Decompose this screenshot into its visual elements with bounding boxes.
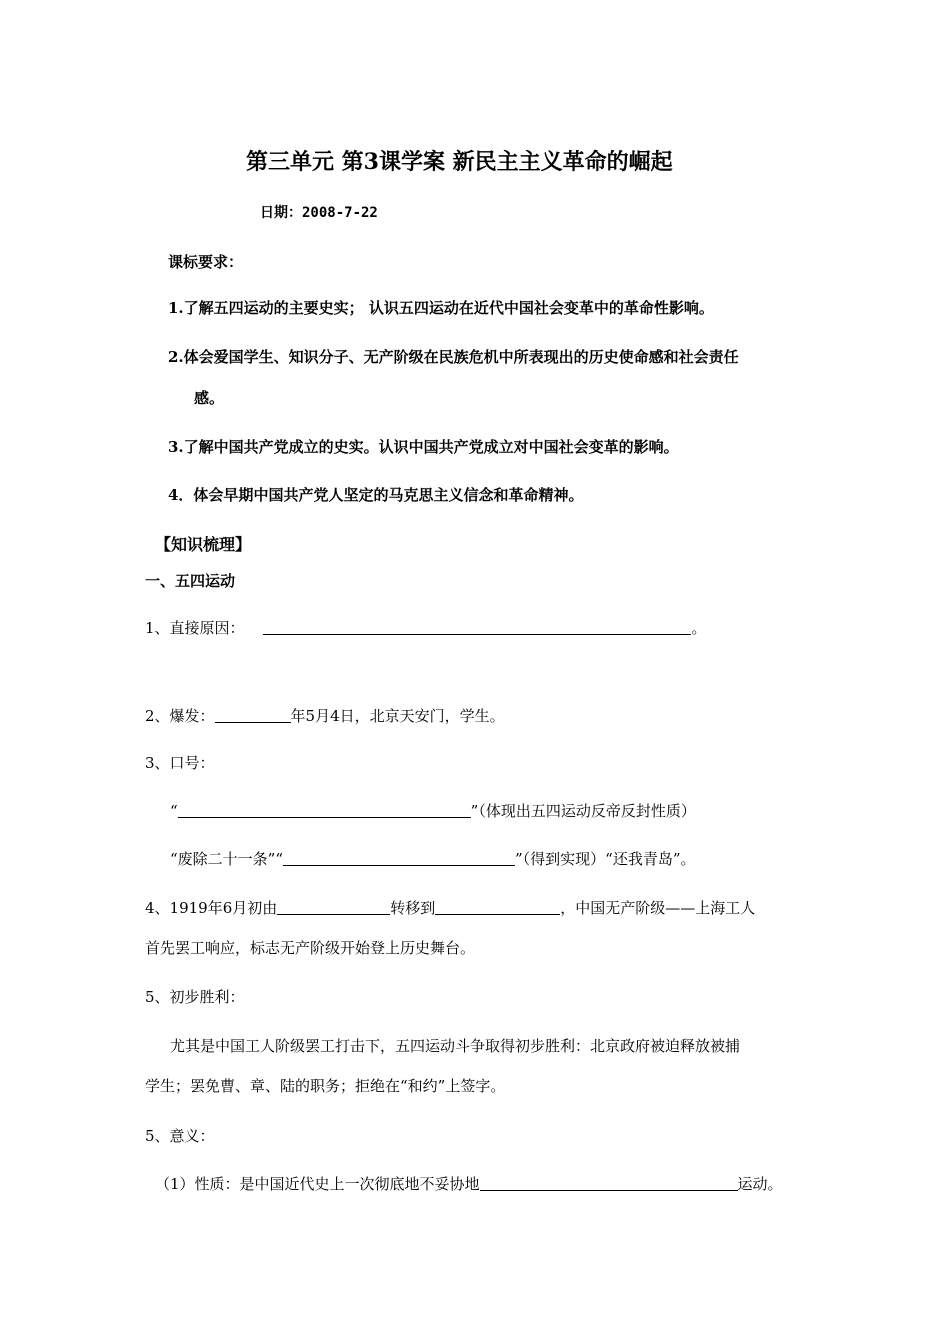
significance-nature: [155, 1174, 783, 1194]
question-slogans: 3、口号：: [145, 754, 215, 772]
question-label: 1、直接原因：: [145, 619, 245, 637]
question-end: 。: [691, 619, 707, 637]
question-shift: [145, 898, 755, 918]
section-heading-may-fourth: 一、五四运动: [145, 572, 236, 590]
answer-blank[interactable]: [215, 706, 291, 723]
answer-blank[interactable]: [178, 801, 471, 818]
question-text: 转移到: [390, 899, 436, 917]
question-label: 2、爆发：: [145, 707, 215, 725]
standard-item-1: 1.了解五四运动的主要史实； 认识五四运动在近代中国社会变革中的革命性影响。: [168, 299, 714, 317]
question-shift-cont: 首先罢工响应，标志无产阶级开始登上历史舞台。: [145, 939, 476, 957]
page-title: 第三单元 第3课学案 新民主主义革命的崛起: [246, 149, 673, 175]
standard-item-2-cont: 感。: [194, 389, 225, 407]
question-initial-victory: 5、初步胜利：: [145, 988, 245, 1006]
answer-blank[interactable]: [283, 849, 515, 866]
answer-blank[interactable]: [277, 898, 390, 915]
question-text: 年5月4日，北京天安门，学生。: [290, 707, 505, 725]
question-significance: 5、意义：: [145, 1127, 215, 1145]
standards-heading: 课标要求：: [168, 253, 244, 271]
answer-blank[interactable]: [480, 1174, 738, 1191]
slogan-note: ”（体现出五四运动反帝反封性质）: [470, 802, 696, 820]
question-text: （1）性质：是中国近代史上一次彻底地不妥协地: [155, 1175, 480, 1193]
victory-text-1: 尤其是中国工人阶级罢工打击下，五四运动斗争取得初步胜利：北京政府被迫释放被捕: [170, 1037, 741, 1055]
question-text: 4、1919年6月初由: [145, 899, 278, 917]
date-line: 日期：2008-7-22: [260, 205, 378, 221]
standard-item-2: 2.体会爱国学生、知识分子、无产阶级在民族危机中所表现出的历史使命感和社会责任: [168, 348, 739, 366]
standard-item-4: 4．体会早期中国共产党人坚定的马克思主义信念和革命精神。: [168, 486, 584, 504]
victory-text-2: 学生；罢免曹、章、陆的职务；拒绝在“和约”上签字。: [145, 1077, 506, 1095]
answer-blank[interactable]: [263, 618, 691, 635]
open-quote: “: [170, 802, 178, 820]
slogan-line-1: [170, 801, 696, 821]
question-direct-cause: [145, 618, 706, 638]
knowledge-heading: 【知识梳理】: [155, 535, 252, 554]
slogan-note: ”（得到实现）“还我青岛”。: [515, 850, 696, 868]
question-outbreak: [145, 706, 505, 726]
slogan-line-2: [170, 849, 696, 869]
question-end: 运动。: [737, 1175, 783, 1193]
slogan-text: “废除二十一条”“: [170, 850, 284, 868]
question-text: ，中国无产阶级——上海工人: [560, 899, 756, 917]
answer-blank[interactable]: [435, 898, 560, 915]
standard-item-3: 3.了解中国共产党成立的史实。认识中国共产党成立对中国社会变革的影响。: [168, 438, 679, 456]
